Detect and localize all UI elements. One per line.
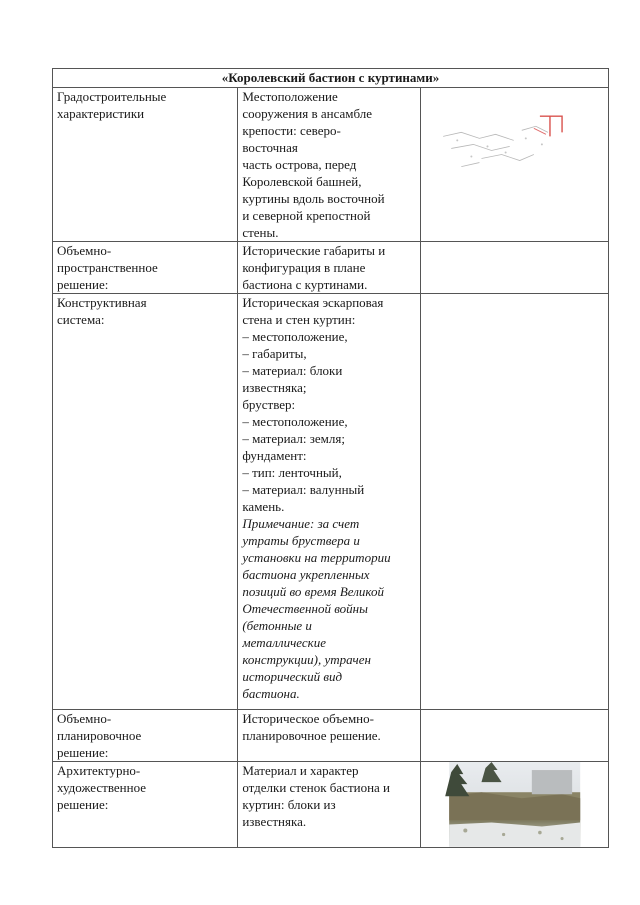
text-line: камень. [242,499,285,515]
label-line: Объемно- [57,711,112,727]
table-title: «Королевский бастион с куртинами» [53,69,609,88]
note-line: установки на территории [242,550,391,566]
note-line: позиций во время Великой [242,584,385,600]
label-line: Градостроительные [57,89,167,104]
note-line: Примечание: за счет [242,516,360,532]
label-line: Объемно- [57,243,112,259]
row-text-architecture [238,762,420,848]
text-line: и северной крепостной [242,208,371,223]
row-label-volume [53,242,238,294]
empty-cell [420,242,608,294]
label-line: решение: [57,745,109,761]
text-line: планировочное решение. [242,728,381,744]
empty-cell [420,294,608,710]
note-line: конструкции), утрачен [242,652,371,668]
text-line: – материал: земля; [242,431,345,447]
table-row [53,242,609,294]
text-line: часть острова, перед [242,157,357,172]
text-line: отделки стенок бастиона и [242,780,391,796]
text-line: куртины вдоль восточной [242,191,385,206]
text-line: стена и стен куртин: [242,312,356,328]
text-line: Материал и характер [242,763,359,779]
label-line: решение: [57,277,109,293]
text-line: сооружения в ансамбле [242,106,373,121]
table-row [53,294,609,710]
text-line: – габариты, [242,346,307,362]
text-line: известняка. [242,814,307,830]
text-line: бруствер: [242,397,296,413]
label-line: система: [57,312,105,328]
text-line: – местоположение, [242,414,348,430]
text-line: – материал: валунный [242,482,365,498]
text-line: восточная [242,140,298,155]
note-line: бастиона. [242,686,300,702]
row-label-architecture [53,762,238,848]
text-line: Историческая эскарповая [242,295,384,311]
bastion-photo-image [421,762,608,847]
text-line: Местоположение [242,89,338,104]
row-text-volume [238,242,420,294]
label-line: решение: [57,797,109,813]
title-row [53,69,609,88]
note-line: (бетонные и [242,618,312,634]
note-line: металлические [242,635,327,651]
characteristics-table [52,68,609,848]
label-line: Конструктивная [57,295,147,311]
label-line: характеристики [57,106,145,121]
text-line: крепости: северо- [242,123,341,138]
table-row [53,762,609,848]
note-line: бастиона укрепленных [242,567,370,583]
bastion-photo [420,762,608,848]
plan-sketch-drawing [421,88,608,241]
row-text-planning [238,710,420,762]
note-line: Отечественной войны [242,601,368,617]
table-row [53,88,609,242]
empty-cell [420,710,608,762]
text-line: – местоположение, [242,329,348,345]
label-line: Архитектурно- [57,763,141,779]
site-plan-sketch [420,88,608,242]
text-line: бастиона с куртинами. [242,277,368,293]
label-line: пространственное [57,260,158,276]
text-line: куртин: блоки из [242,797,336,813]
table-row [53,710,609,762]
text-line: Исторические габариты и [242,243,386,259]
text-line: фундамент: [242,448,307,464]
row-text-urban [238,88,420,242]
text-line: Королевской башней, [242,174,362,189]
row-label-planning [53,710,238,762]
text-line: конфигурация в плане [242,260,366,276]
text-line: Историческое объемно- [242,711,374,727]
row-label-urban [53,88,238,242]
text-line: – материал: блоки [242,363,343,379]
row-label-structure [53,294,238,710]
note-line: утраты бруствера и [242,533,360,549]
text-line: – тип: ленточный, [242,465,342,481]
note-line: исторический вид [242,669,343,685]
text-line: стены. [242,225,279,240]
label-line: художественное [57,780,147,796]
label-line: планировочное [57,728,142,744]
row-text-structure [238,294,420,710]
text-line: известняка; [242,380,307,396]
